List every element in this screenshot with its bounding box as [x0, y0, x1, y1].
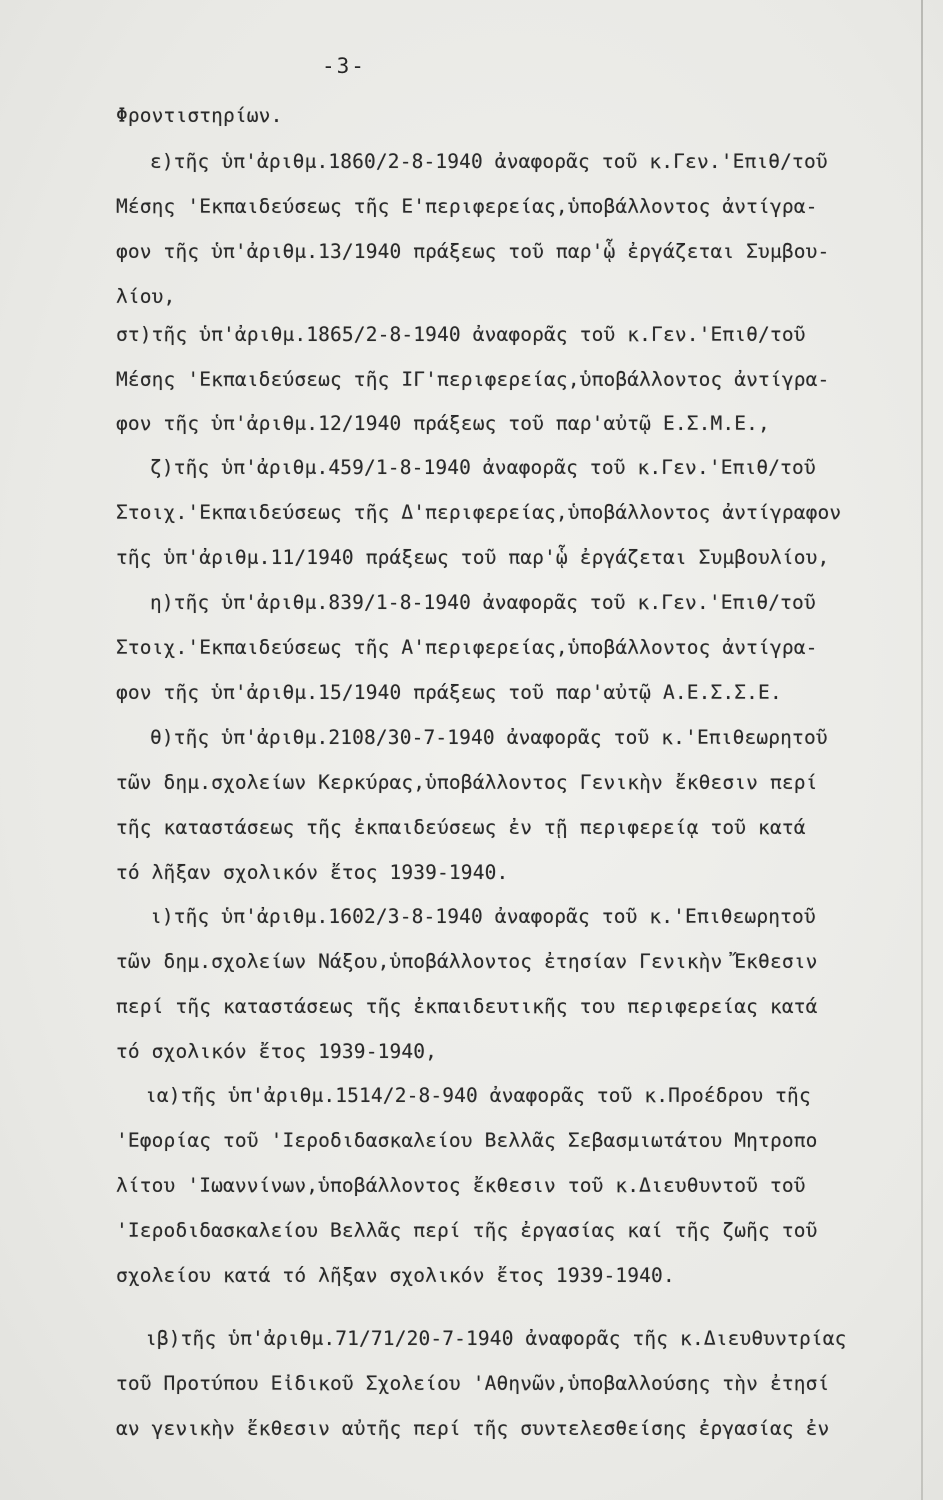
- text-line: τῶν δημ.σχολείων Νάξου,ὑποβάλλοντος ἐτησίαν Γενικὴν Ἔκθεσιν: [116, 950, 818, 973]
- text-line: περί τῆς καταστάσεως τῆς ἐκπαιδευτικῆς του περιφερείας κατά: [116, 995, 818, 1018]
- text-line: ιβ)τῆς ὑπ'ἀριθμ.71/71/20-7-1940 ἀναφορᾶς τῆς κ.Διευθυντρίας: [145, 1327, 847, 1350]
- page-number: -3-: [322, 54, 366, 78]
- text-line: 'Ιεροδιδασκαλείου Βελλᾶς περί τῆς ἐργασίας καί τῆς ζωῆς τοῦ: [116, 1219, 818, 1242]
- text-line: τῆς καταστάσεως τῆς ἐκπαιδεύσεως ἐν τῇ περιφερείᾳ τοῦ κατά: [116, 816, 806, 839]
- text-line: φον τῆς ὑπ'ἀριθμ.12/1940 πράξεως τοῦ παρ'αὐτῷ Ε.Σ.Μ.Ε.,: [116, 412, 770, 435]
- text-line: Μέσης 'Εκπαιδεύσεως τῆς ΙΓ'περιφερείας,ὑποβάλλοντος ἀντίγρα-: [116, 368, 830, 391]
- page-edge-line: [921, 0, 923, 1500]
- text-line: η)τῆς ὑπ'ἀριθμ.839/1-8-1940 ἀναφορᾶς τοῦ κ.Γεν.'Επιθ/τοῦ: [150, 591, 816, 614]
- text-line: Στοιχ.'Εκπαιδεύσεως τῆς Α'περιφερείας,ὑποβάλλοντος ἀντίγρα-: [116, 636, 818, 659]
- text-line: Μέσης 'Εκπαιδεύσεως τῆς Ε'περιφερείας,ὑποβάλλοντος ἀντίγρα-: [116, 195, 818, 218]
- text-line: ι)τῆς ὑπ'ἀριθμ.1602/3-8-1940 ἀναφορᾶς τοῦ κ.'Επιθεωρητοῦ: [150, 905, 816, 928]
- text-line: λίου,: [116, 285, 176, 308]
- text-line: Φροντιστηρίων.: [116, 104, 283, 127]
- text-line: φον τῆς ὑπ'ἀριθμ.13/1940 πράξεως τοῦ παρ'ᾧ ἐργάζεται Συμβου-: [116, 240, 830, 263]
- text-line: 'Εφορίας τοῦ 'Ιεροδιδασκαλείου Βελλᾶς Σεβασμιωτάτου Μητροπο: [116, 1129, 818, 1152]
- text-line: σχολείου κατά τό λῆξαν σχολικόν ἔτος 1939-1940.: [116, 1264, 675, 1287]
- text-line: λίτου 'Ιωαννίνων,ὑποβάλλοντος ἔκθεσιν τοῦ κ.Διευθυντοῦ τοῦ: [116, 1174, 806, 1197]
- text-line: τοῦ Προτύπου Εἰδικοῦ Σχολείου 'Αθηνῶν,ὑποβαλλούσης τὴν ἐτησί: [116, 1372, 830, 1395]
- text-line: τό λῆξαν σχολικόν ἔτος 1939-1940.: [116, 861, 509, 884]
- text-line: τῆς ὑπ'ἀριθμ.11/1940 πράξεως τοῦ παρ'ᾧ ἐργάζεται Συμβουλίου,: [116, 546, 830, 569]
- text-line: τό σχολικόν ἔτος 1939-1940,: [116, 1040, 438, 1063]
- text-line: Στοιχ.'Εκπαιδεύσεως τῆς Δ'περιφερείας,ὑποβάλλοντος ἀντίγραφον: [116, 501, 842, 524]
- text-line: ζ)τῆς ὑπ'ἀριθμ.459/1-8-1940 ἀναφορᾶς τοῦ κ.Γεν.'Επιθ/τοῦ: [150, 456, 816, 479]
- text-line: στ)τῆς ὑπ'ἀριθμ.1865/2-8-1940 ἀναφορᾶς τοῦ κ.Γεν.'Επιθ/τοῦ: [116, 323, 806, 346]
- text-line: αν γενικὴν ἔκθεσιν αὐτῆς περί τῆς συντελεσθείσης ἐργασίας ἐν: [116, 1417, 830, 1440]
- text-line: φον τῆς ὑπ'ἀριθμ.15/1940 πράξεως τοῦ παρ'αὐτῷ Α.Ε.Σ.Σ.Ε.: [116, 681, 782, 704]
- text-line: θ)τῆς ὑπ'ἀριθμ.2108/30-7-1940 ἀναφορᾶς τοῦ κ.'Επιθεωρητοῦ: [150, 726, 828, 749]
- text-line: ια)τῆς ὑπ'ἀριθμ.1514/2-8-940 ἀναφορᾶς τοῦ κ.Προέδρου τῆς: [145, 1084, 811, 1107]
- text-line: ε)τῆς ὑπ'ἀριθμ.1860/2-8-1940 ἀναφορᾶς τοῦ κ.Γεν.'Επιθ/τοῦ: [150, 150, 828, 173]
- text-line: τῶν δημ.σχολείων Κερκύρας,ὑποβάλλοντος Γενικὴν ἔκθεσιν περί: [116, 771, 818, 794]
